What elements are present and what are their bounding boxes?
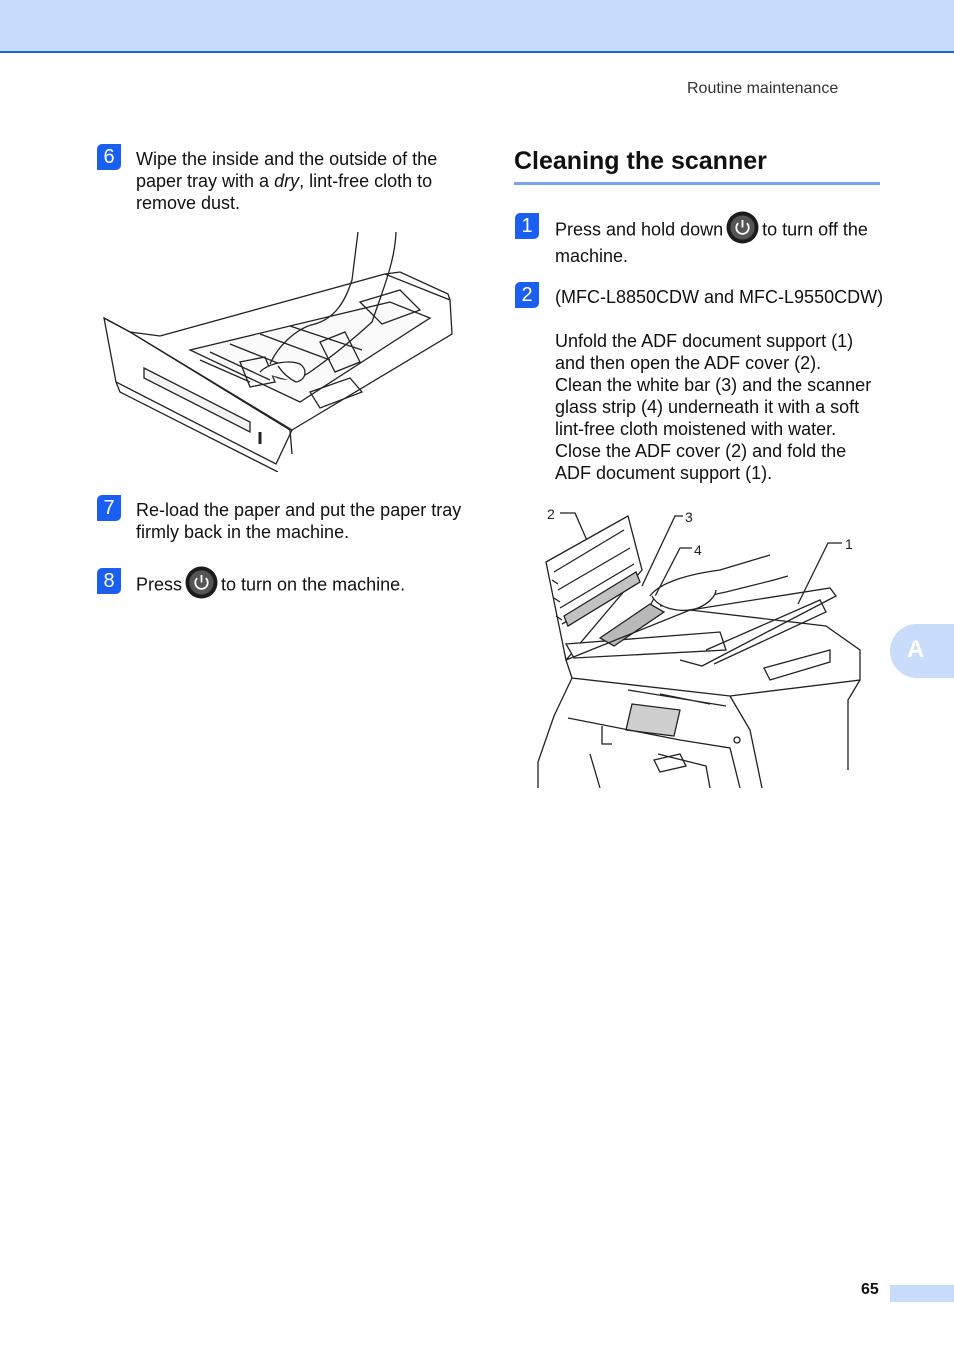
- running-head: Routine maintenance: [687, 80, 839, 97]
- step-1-text-before: Press and hold down: [555, 219, 724, 240]
- step-number-7: 7: [97, 495, 121, 521]
- callout-2: 2: [547, 506, 555, 522]
- step-6-text-after: , lint-free cloth to remove dust.: [136, 171, 433, 213]
- page-number-bar: [890, 1285, 954, 1302]
- step-2-line: and then open the ADF cover (2).: [555, 353, 822, 373]
- page-number: 65: [861, 1281, 879, 1298]
- step-6-text: [136, 148, 466, 214]
- step-8-text-before: Press: [136, 574, 183, 595]
- section-title: Cleaning the scanner: [514, 147, 767, 175]
- callout-4: 4: [694, 542, 702, 558]
- scanner-illustration: [530, 500, 865, 788]
- step-2-line: ADF document support (1).: [555, 463, 773, 483]
- step-6-text-italic: dry: [274, 171, 300, 191]
- step-number-6: 6: [97, 144, 121, 170]
- step-2-body: [555, 330, 895, 484]
- step-8-text-after: to turn on the machine.: [221, 574, 406, 595]
- step-1-text-line-2: machine.: [555, 246, 629, 266]
- appendix-tab: [890, 624, 954, 678]
- step-number-2: 2: [515, 282, 539, 308]
- header-band: [0, 0, 954, 53]
- step-number-1: 1: [515, 213, 539, 239]
- step-2-line: Close the ADF cover (2) and fold the: [555, 441, 847, 461]
- step-2-line: glass strip (4) underneath it with a soft: [555, 397, 860, 417]
- section-title-rule: [514, 182, 880, 185]
- step-8-text: [136, 572, 466, 599]
- step-7-text: Re-load the paper and put the paper tray firmly back in the machine.: [136, 500, 462, 542]
- callout-1: 1: [845, 536, 853, 552]
- step-2-line: lint-free cloth moistened with water.: [555, 419, 837, 439]
- step-1-text: [555, 217, 895, 244]
- step-6-text-before: Wipe the inside and the outside of the paper tray with a: [136, 149, 438, 191]
- step-number-8: 8: [97, 568, 121, 594]
- power-button-icon: [185, 566, 218, 599]
- step-1-text-after-1: to turn off the: [762, 219, 868, 240]
- appendix-tab-label: A: [907, 636, 925, 663]
- step-2-line: Clean the white bar (3) and the scanner: [555, 375, 872, 395]
- power-button-icon: [726, 211, 759, 244]
- step-2-models: (MFC-L8850CDW and MFC-L9550CDW): [555, 287, 884, 307]
- callout-3: 3: [685, 509, 693, 525]
- paper-tray-illustration: [100, 232, 456, 472]
- step-2-line: Unfold the ADF document support (1): [555, 331, 854, 351]
